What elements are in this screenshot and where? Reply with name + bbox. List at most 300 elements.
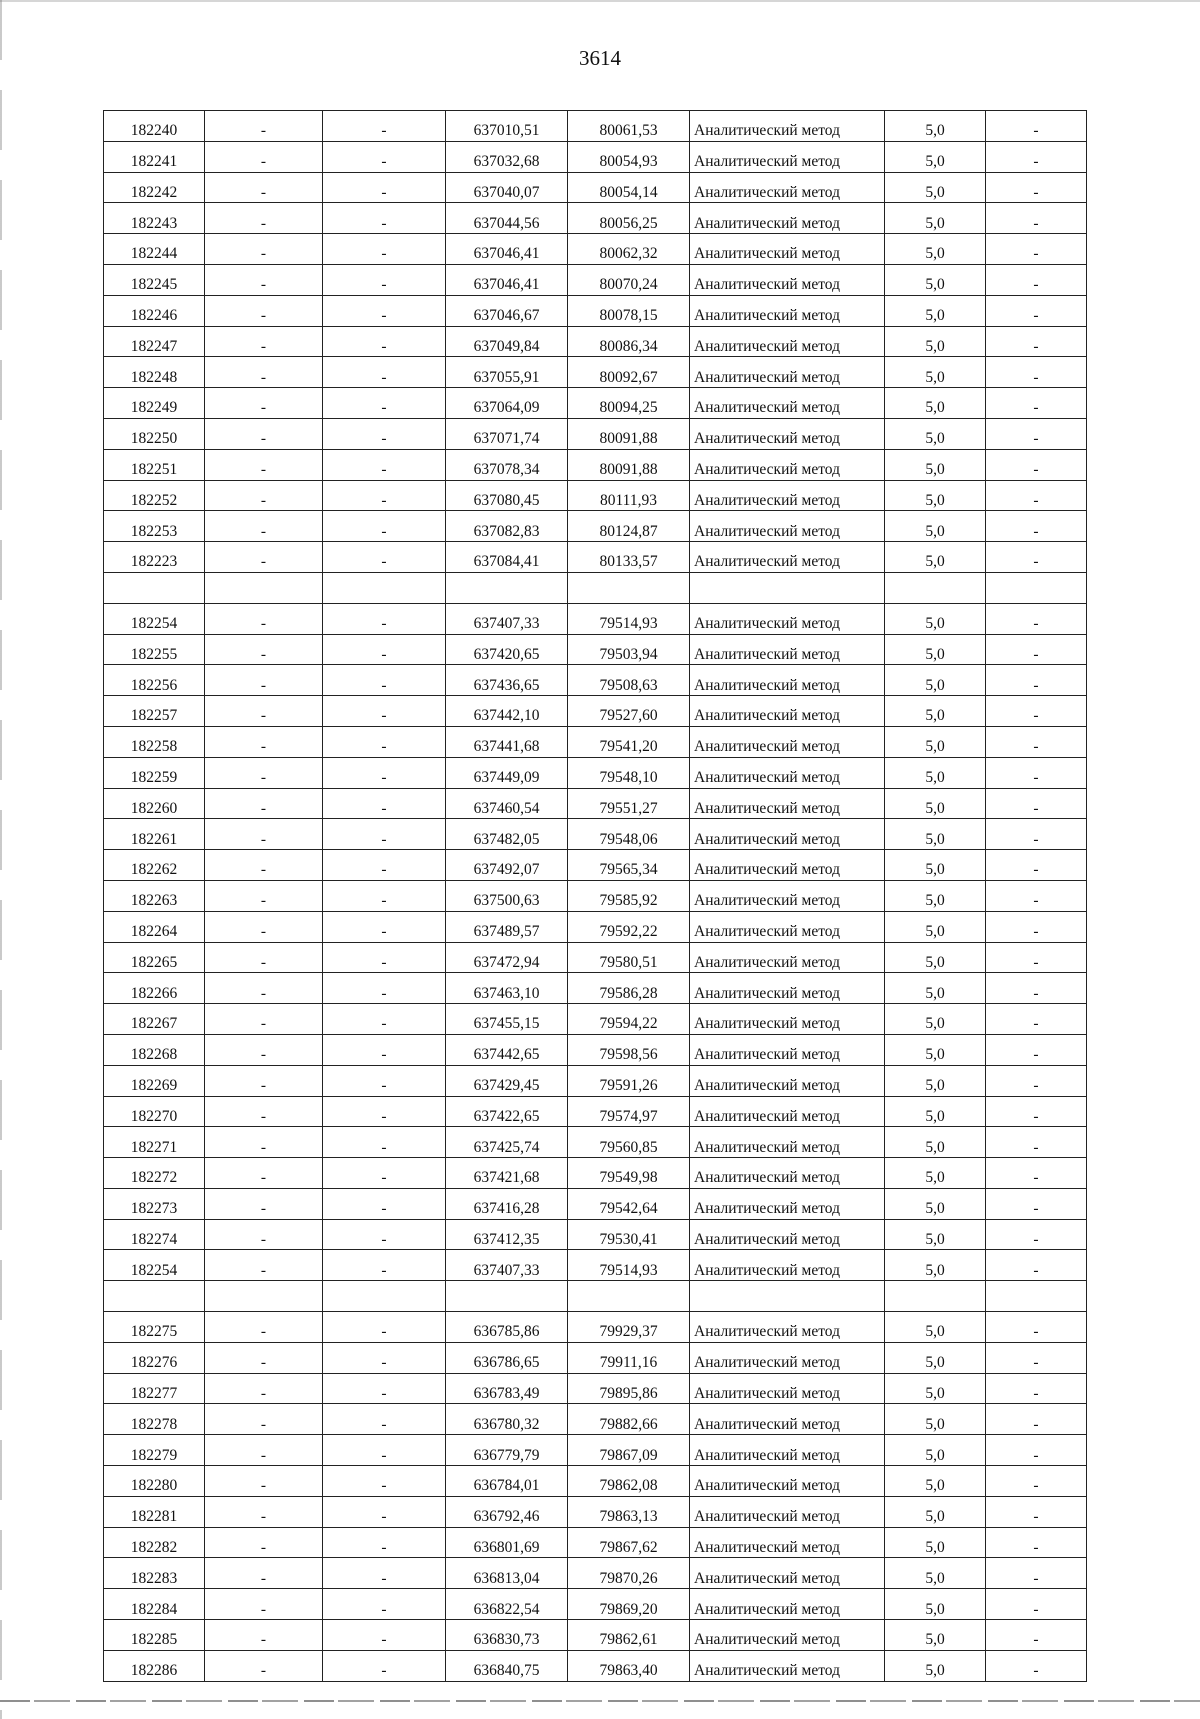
x-coordinate-cell: 637032,68 bbox=[446, 141, 568, 172]
cell-col8: - bbox=[986, 1188, 1087, 1219]
x-coordinate-cell: 636840,75 bbox=[446, 1650, 568, 1681]
point-number-cell: 182279 bbox=[104, 1435, 205, 1466]
y-coordinate-cell: 79542,64 bbox=[568, 1188, 690, 1219]
point-number-cell: 182248 bbox=[104, 357, 205, 388]
table-row bbox=[104, 1004, 1087, 1035]
method-cell: Аналитический метод bbox=[690, 757, 885, 788]
y-coordinate-cell: 79527,60 bbox=[568, 696, 690, 727]
accuracy-cell: 5,0 bbox=[885, 418, 986, 449]
cell-col8: - bbox=[986, 1096, 1087, 1127]
method-cell: Аналитический метод bbox=[690, 973, 885, 1004]
accuracy-cell: 5,0 bbox=[885, 357, 986, 388]
y-coordinate-cell: 80054,93 bbox=[568, 141, 690, 172]
table-row bbox=[104, 1496, 1087, 1527]
y-coordinate-cell: 79530,41 bbox=[568, 1219, 690, 1250]
table-row bbox=[104, 1527, 1087, 1558]
accuracy-cell bbox=[885, 572, 986, 603]
cell-col2: - bbox=[205, 1219, 323, 1250]
x-coordinate-cell: 637492,07 bbox=[446, 850, 568, 881]
method-cell: Аналитический метод bbox=[690, 1158, 885, 1189]
table-row bbox=[104, 1342, 1087, 1373]
cell-col3: - bbox=[323, 1219, 446, 1250]
cell-col8: - bbox=[986, 819, 1087, 850]
table-row bbox=[104, 1250, 1087, 1281]
cell-col2: - bbox=[205, 1435, 323, 1466]
cell-col3: - bbox=[323, 911, 446, 942]
method-cell: Аналитический метод bbox=[690, 388, 885, 419]
table-row bbox=[104, 388, 1087, 419]
accuracy-cell: 5,0 bbox=[885, 141, 986, 172]
accuracy-cell: 5,0 bbox=[885, 1065, 986, 1096]
cell-col3: - bbox=[323, 542, 446, 573]
y-coordinate-cell: 80054,14 bbox=[568, 172, 690, 203]
cell-col3: - bbox=[323, 1558, 446, 1589]
accuracy-cell: 5,0 bbox=[885, 757, 986, 788]
x-coordinate-cell: 637455,15 bbox=[446, 1004, 568, 1035]
cell-col8 bbox=[986, 1281, 1087, 1312]
y-coordinate-cell: 79869,20 bbox=[568, 1589, 690, 1620]
x-coordinate-cell: 637010,51 bbox=[446, 111, 568, 142]
y-coordinate-cell: 80111,93 bbox=[568, 480, 690, 511]
table-row bbox=[104, 1127, 1087, 1158]
cell-col2: - bbox=[205, 1127, 323, 1158]
cell-col8: - bbox=[986, 1496, 1087, 1527]
method-cell: Аналитический метод bbox=[690, 1496, 885, 1527]
y-coordinate-cell: 80133,57 bbox=[568, 542, 690, 573]
accuracy-cell: 5,0 bbox=[885, 480, 986, 511]
table-row bbox=[104, 1466, 1087, 1497]
method-cell: Аналитический метод bbox=[690, 603, 885, 634]
point-number-cell: 182247 bbox=[104, 326, 205, 357]
y-coordinate-cell: 80086,34 bbox=[568, 326, 690, 357]
table-body bbox=[104, 111, 1087, 1682]
cell-col3: - bbox=[323, 603, 446, 634]
cell-col3: - bbox=[323, 1466, 446, 1497]
point-number-cell: 182257 bbox=[104, 696, 205, 727]
y-coordinate-cell: 79594,22 bbox=[568, 1004, 690, 1035]
cell-col8: - bbox=[986, 1127, 1087, 1158]
table-row bbox=[104, 1558, 1087, 1589]
method-cell: Аналитический метод bbox=[690, 850, 885, 881]
y-coordinate-cell: 79574,97 bbox=[568, 1096, 690, 1127]
x-coordinate-cell: 637441,68 bbox=[446, 726, 568, 757]
y-coordinate-cell: 79586,28 bbox=[568, 973, 690, 1004]
y-coordinate-cell: 79863,13 bbox=[568, 1496, 690, 1527]
point-number-cell: 182284 bbox=[104, 1589, 205, 1620]
cell-col8: - bbox=[986, 1620, 1087, 1651]
method-cell bbox=[690, 572, 885, 603]
accuracy-cell: 5,0 bbox=[885, 1342, 986, 1373]
point-number-cell: 182285 bbox=[104, 1620, 205, 1651]
y-coordinate-cell: 79585,92 bbox=[568, 880, 690, 911]
cell-col3: - bbox=[323, 111, 446, 142]
cell-col3: - bbox=[323, 264, 446, 295]
point-number-cell: 182260 bbox=[104, 788, 205, 819]
accuracy-cell: 5,0 bbox=[885, 511, 986, 542]
y-coordinate-cell: 79580,51 bbox=[568, 942, 690, 973]
x-coordinate-cell: 637463,10 bbox=[446, 973, 568, 1004]
cell-col8: - bbox=[986, 1250, 1087, 1281]
method-cell: Аналитический метод bbox=[690, 1527, 885, 1558]
x-coordinate-cell: 636785,86 bbox=[446, 1312, 568, 1343]
table-row bbox=[104, 264, 1087, 295]
x-coordinate-cell: 637080,45 bbox=[446, 480, 568, 511]
cell-col2: - bbox=[205, 665, 323, 696]
cell-col2: - bbox=[205, 1527, 323, 1558]
y-coordinate-cell: 79549,98 bbox=[568, 1158, 690, 1189]
x-coordinate-cell bbox=[446, 1281, 568, 1312]
cell-col8: - bbox=[986, 542, 1087, 573]
cell-col2: - bbox=[205, 1065, 323, 1096]
method-cell: Аналитический метод bbox=[690, 234, 885, 265]
accuracy-cell: 5,0 bbox=[885, 1435, 986, 1466]
cell-col2: - bbox=[205, 1096, 323, 1127]
cell-col8: - bbox=[986, 326, 1087, 357]
x-coordinate-cell: 637046,41 bbox=[446, 264, 568, 295]
method-cell: Аналитический метод bbox=[690, 1466, 885, 1497]
cell-col3: - bbox=[323, 1404, 446, 1435]
accuracy-cell: 5,0 bbox=[885, 234, 986, 265]
table-row bbox=[104, 542, 1087, 573]
cell-col8: - bbox=[986, 634, 1087, 665]
method-cell: Аналитический метод bbox=[690, 1034, 885, 1065]
table-row bbox=[104, 449, 1087, 480]
cell-col8: - bbox=[986, 1435, 1087, 1466]
point-number-cell: 182249 bbox=[104, 388, 205, 419]
cell-col3: - bbox=[323, 634, 446, 665]
cell-col8: - bbox=[986, 418, 1087, 449]
cell-col2: - bbox=[205, 326, 323, 357]
x-coordinate-cell: 637449,09 bbox=[446, 757, 568, 788]
cell-col2: - bbox=[205, 1342, 323, 1373]
accuracy-cell: 5,0 bbox=[885, 1650, 986, 1681]
method-cell: Аналитический метод bbox=[690, 819, 885, 850]
accuracy-cell: 5,0 bbox=[885, 1158, 986, 1189]
cell-col2: - bbox=[205, 1466, 323, 1497]
scan-bottom-rule bbox=[0, 1700, 1200, 1702]
accuracy-cell: 5,0 bbox=[885, 264, 986, 295]
cell-col3: - bbox=[323, 295, 446, 326]
accuracy-cell: 5,0 bbox=[885, 295, 986, 326]
x-coordinate-cell: 636830,73 bbox=[446, 1620, 568, 1651]
cell-col2: - bbox=[205, 388, 323, 419]
accuracy-cell: 5,0 bbox=[885, 973, 986, 1004]
accuracy-cell: 5,0 bbox=[885, 911, 986, 942]
cell-col8: - bbox=[986, 264, 1087, 295]
y-coordinate-cell: 80092,67 bbox=[568, 357, 690, 388]
cell-col8: - bbox=[986, 1527, 1087, 1558]
y-coordinate-cell: 79895,86 bbox=[568, 1373, 690, 1404]
method-cell: Аналитический метод bbox=[690, 1127, 885, 1158]
x-coordinate-cell: 637429,45 bbox=[446, 1065, 568, 1096]
x-coordinate-cell: 637489,57 bbox=[446, 911, 568, 942]
cell-col8: - bbox=[986, 1312, 1087, 1343]
cell-col3: - bbox=[323, 1527, 446, 1558]
cell-col3: - bbox=[323, 1342, 446, 1373]
cell-col3: - bbox=[323, 141, 446, 172]
y-coordinate-cell: 79548,10 bbox=[568, 757, 690, 788]
cell-col8: - bbox=[986, 1373, 1087, 1404]
point-number-cell: 182250 bbox=[104, 418, 205, 449]
cell-col2: - bbox=[205, 911, 323, 942]
accuracy-cell: 5,0 bbox=[885, 1250, 986, 1281]
cell-col8: - bbox=[986, 942, 1087, 973]
cell-col8: - bbox=[986, 1158, 1087, 1189]
point-number-cell: 182253 bbox=[104, 511, 205, 542]
accuracy-cell: 5,0 bbox=[885, 880, 986, 911]
table-row bbox=[104, 726, 1087, 757]
table-row bbox=[104, 1373, 1087, 1404]
x-coordinate-cell: 637442,10 bbox=[446, 696, 568, 727]
table-row bbox=[104, 850, 1087, 881]
method-cell: Аналитический метод bbox=[690, 111, 885, 142]
accuracy-cell bbox=[885, 1281, 986, 1312]
cell-col8: - bbox=[986, 973, 1087, 1004]
accuracy-cell: 5,0 bbox=[885, 1096, 986, 1127]
method-cell: Аналитический метод bbox=[690, 1589, 885, 1620]
cell-col8: - bbox=[986, 388, 1087, 419]
y-coordinate-cell: 79862,61 bbox=[568, 1620, 690, 1651]
accuracy-cell: 5,0 bbox=[885, 1620, 986, 1651]
x-coordinate-cell: 637055,91 bbox=[446, 357, 568, 388]
x-coordinate-cell: 637412,35 bbox=[446, 1219, 568, 1250]
cell-col8: - bbox=[986, 1342, 1087, 1373]
cell-col8: - bbox=[986, 1065, 1087, 1096]
method-cell: Аналитический метод bbox=[690, 1250, 885, 1281]
cell-col2: - bbox=[205, 1589, 323, 1620]
scan-left-edge bbox=[0, 0, 2, 1719]
point-number-cell: 182263 bbox=[104, 880, 205, 911]
cell-col3: - bbox=[323, 172, 446, 203]
cell-col2: - bbox=[205, 1034, 323, 1065]
table-row bbox=[104, 234, 1087, 265]
cell-col3: - bbox=[323, 1250, 446, 1281]
cell-col8: - bbox=[986, 1034, 1087, 1065]
x-coordinate-cell bbox=[446, 572, 568, 603]
table-row bbox=[104, 1188, 1087, 1219]
method-cell: Аналитический метод bbox=[690, 1558, 885, 1589]
accuracy-cell: 5,0 bbox=[885, 850, 986, 881]
x-coordinate-cell: 637500,63 bbox=[446, 880, 568, 911]
y-coordinate-cell: 79508,63 bbox=[568, 665, 690, 696]
y-coordinate-cell: 80078,15 bbox=[568, 295, 690, 326]
x-coordinate-cell: 636784,01 bbox=[446, 1466, 568, 1497]
cell-col3: - bbox=[323, 788, 446, 819]
scan-top-edge bbox=[0, 0, 1200, 2]
cell-col2: - bbox=[205, 788, 323, 819]
cell-col2: - bbox=[205, 1558, 323, 1589]
point-number-cell: 182254 bbox=[104, 1250, 205, 1281]
x-coordinate-cell: 637407,33 bbox=[446, 603, 568, 634]
table-row bbox=[104, 1158, 1087, 1189]
cell-col3: - bbox=[323, 234, 446, 265]
cell-col8: - bbox=[986, 234, 1087, 265]
y-coordinate-cell: 79514,93 bbox=[568, 1250, 690, 1281]
y-coordinate-cell: 79867,62 bbox=[568, 1527, 690, 1558]
table-row bbox=[104, 1435, 1087, 1466]
cell-col2: - bbox=[205, 757, 323, 788]
cell-col2: - bbox=[205, 1004, 323, 1035]
cell-col2 bbox=[205, 1281, 323, 1312]
point-number-cell: 182275 bbox=[104, 1312, 205, 1343]
x-coordinate-cell: 637040,07 bbox=[446, 172, 568, 203]
point-number-cell: 182256 bbox=[104, 665, 205, 696]
cell-col2: - bbox=[205, 696, 323, 727]
cell-col8: - bbox=[986, 295, 1087, 326]
table-row bbox=[104, 1312, 1087, 1343]
cell-col3 bbox=[323, 572, 446, 603]
cell-col8: - bbox=[986, 480, 1087, 511]
y-coordinate-cell: 79863,40 bbox=[568, 1650, 690, 1681]
accuracy-cell: 5,0 bbox=[885, 1219, 986, 1250]
cell-col2: - bbox=[205, 634, 323, 665]
table-row bbox=[104, 418, 1087, 449]
point-number-cell: 182264 bbox=[104, 911, 205, 942]
table-row bbox=[104, 757, 1087, 788]
point-number-cell: 182240 bbox=[104, 111, 205, 142]
point-number-cell: 182255 bbox=[104, 634, 205, 665]
point-number-cell: 182251 bbox=[104, 449, 205, 480]
cell-col2 bbox=[205, 572, 323, 603]
cell-col2: - bbox=[205, 1158, 323, 1189]
cell-col3: - bbox=[323, 850, 446, 881]
y-coordinate-cell: 79598,56 bbox=[568, 1034, 690, 1065]
method-cell: Аналитический метод bbox=[690, 1404, 885, 1435]
x-coordinate-cell: 637049,84 bbox=[446, 326, 568, 357]
table-row bbox=[104, 634, 1087, 665]
cell-col2: - bbox=[205, 418, 323, 449]
cell-col3: - bbox=[323, 480, 446, 511]
accuracy-cell: 5,0 bbox=[885, 788, 986, 819]
cell-col2: - bbox=[205, 973, 323, 1004]
table-row bbox=[104, 480, 1087, 511]
accuracy-cell: 5,0 bbox=[885, 449, 986, 480]
table-row bbox=[104, 295, 1087, 326]
cell-col3: - bbox=[323, 1373, 446, 1404]
x-coordinate-cell: 637420,65 bbox=[446, 634, 568, 665]
x-coordinate-cell: 637442,65 bbox=[446, 1034, 568, 1065]
y-coordinate-cell: 80094,25 bbox=[568, 388, 690, 419]
method-cell: Аналитический метод bbox=[690, 1650, 885, 1681]
x-coordinate-cell: 636813,04 bbox=[446, 1558, 568, 1589]
point-number-cell: 182270 bbox=[104, 1096, 205, 1127]
accuracy-cell: 5,0 bbox=[885, 819, 986, 850]
cell-col3 bbox=[323, 1281, 446, 1312]
cell-col3: - bbox=[323, 1589, 446, 1620]
x-coordinate-cell: 637082,83 bbox=[446, 511, 568, 542]
cell-col3: - bbox=[323, 511, 446, 542]
point-number-cell: 182252 bbox=[104, 480, 205, 511]
point-number-cell: 182281 bbox=[104, 1496, 205, 1527]
y-coordinate-cell: 80056,25 bbox=[568, 203, 690, 234]
table-row bbox=[104, 1034, 1087, 1065]
y-coordinate-cell: 79565,34 bbox=[568, 850, 690, 881]
point-number-cell: 182267 bbox=[104, 1004, 205, 1035]
cell-col2: - bbox=[205, 511, 323, 542]
table-row bbox=[104, 819, 1087, 850]
cell-col2: - bbox=[205, 1312, 323, 1343]
x-coordinate-cell: 636786,65 bbox=[446, 1342, 568, 1373]
cell-col2: - bbox=[205, 172, 323, 203]
table-row bbox=[104, 1650, 1087, 1681]
accuracy-cell: 5,0 bbox=[885, 1589, 986, 1620]
cell-col8: - bbox=[986, 880, 1087, 911]
cell-col8 bbox=[986, 572, 1087, 603]
accuracy-cell: 5,0 bbox=[885, 388, 986, 419]
table-row bbox=[104, 357, 1087, 388]
x-coordinate-cell: 637071,74 bbox=[446, 418, 568, 449]
accuracy-cell: 5,0 bbox=[885, 111, 986, 142]
cell-col3: - bbox=[323, 449, 446, 480]
cell-col8: - bbox=[986, 726, 1087, 757]
point-number-cell: 182271 bbox=[104, 1127, 205, 1158]
cell-col8: - bbox=[986, 1589, 1087, 1620]
method-cell: Аналитический метод bbox=[690, 1373, 885, 1404]
cell-col2: - bbox=[205, 1250, 323, 1281]
method-cell: Аналитический метод bbox=[690, 203, 885, 234]
y-coordinate-cell: 79592,22 bbox=[568, 911, 690, 942]
cell-col2: - bbox=[205, 141, 323, 172]
y-coordinate-cell: 79541,20 bbox=[568, 726, 690, 757]
x-coordinate-cell: 636780,32 bbox=[446, 1404, 568, 1435]
point-number-cell: 182243 bbox=[104, 203, 205, 234]
method-cell: Аналитический метод bbox=[690, 1004, 885, 1035]
cell-col8: - bbox=[986, 172, 1087, 203]
accuracy-cell: 5,0 bbox=[885, 1188, 986, 1219]
method-cell: Аналитический метод bbox=[690, 788, 885, 819]
accuracy-cell: 5,0 bbox=[885, 172, 986, 203]
cell-col3: - bbox=[323, 1650, 446, 1681]
accuracy-cell: 5,0 bbox=[885, 1404, 986, 1435]
table-row bbox=[104, 141, 1087, 172]
cell-col3: - bbox=[323, 757, 446, 788]
table-row bbox=[104, 942, 1087, 973]
cell-col8: - bbox=[986, 203, 1087, 234]
point-number-cell: 182278 bbox=[104, 1404, 205, 1435]
x-coordinate-cell: 637407,33 bbox=[446, 1250, 568, 1281]
accuracy-cell: 5,0 bbox=[885, 1004, 986, 1035]
point-number-cell: 182261 bbox=[104, 819, 205, 850]
cell-col3: - bbox=[323, 665, 446, 696]
accuracy-cell: 5,0 bbox=[885, 1373, 986, 1404]
cell-col2: - bbox=[205, 1373, 323, 1404]
point-number-cell: 182246 bbox=[104, 295, 205, 326]
cell-col8: - bbox=[986, 1650, 1087, 1681]
cell-col2: - bbox=[205, 264, 323, 295]
point-number-cell: 182254 bbox=[104, 603, 205, 634]
y-coordinate-cell: 79548,06 bbox=[568, 819, 690, 850]
method-cell: Аналитический метод bbox=[690, 1312, 885, 1343]
point-number-cell: 182273 bbox=[104, 1188, 205, 1219]
cell-col8: - bbox=[986, 1004, 1087, 1035]
y-coordinate-cell: 80062,32 bbox=[568, 234, 690, 265]
cell-col2: - bbox=[205, 234, 323, 265]
cell-col3: - bbox=[323, 357, 446, 388]
cell-col3: - bbox=[323, 942, 446, 973]
cell-col3: - bbox=[323, 1004, 446, 1035]
cell-col8: - bbox=[986, 511, 1087, 542]
x-coordinate-cell: 637422,65 bbox=[446, 1096, 568, 1127]
table-row bbox=[104, 788, 1087, 819]
cell-col8: - bbox=[986, 449, 1087, 480]
accuracy-cell: 5,0 bbox=[885, 942, 986, 973]
accuracy-cell: 5,0 bbox=[885, 1558, 986, 1589]
cell-col3: - bbox=[323, 726, 446, 757]
cell-col2: - bbox=[205, 880, 323, 911]
x-coordinate-cell: 637460,54 bbox=[446, 788, 568, 819]
table-row bbox=[104, 911, 1087, 942]
method-cell bbox=[690, 1281, 885, 1312]
